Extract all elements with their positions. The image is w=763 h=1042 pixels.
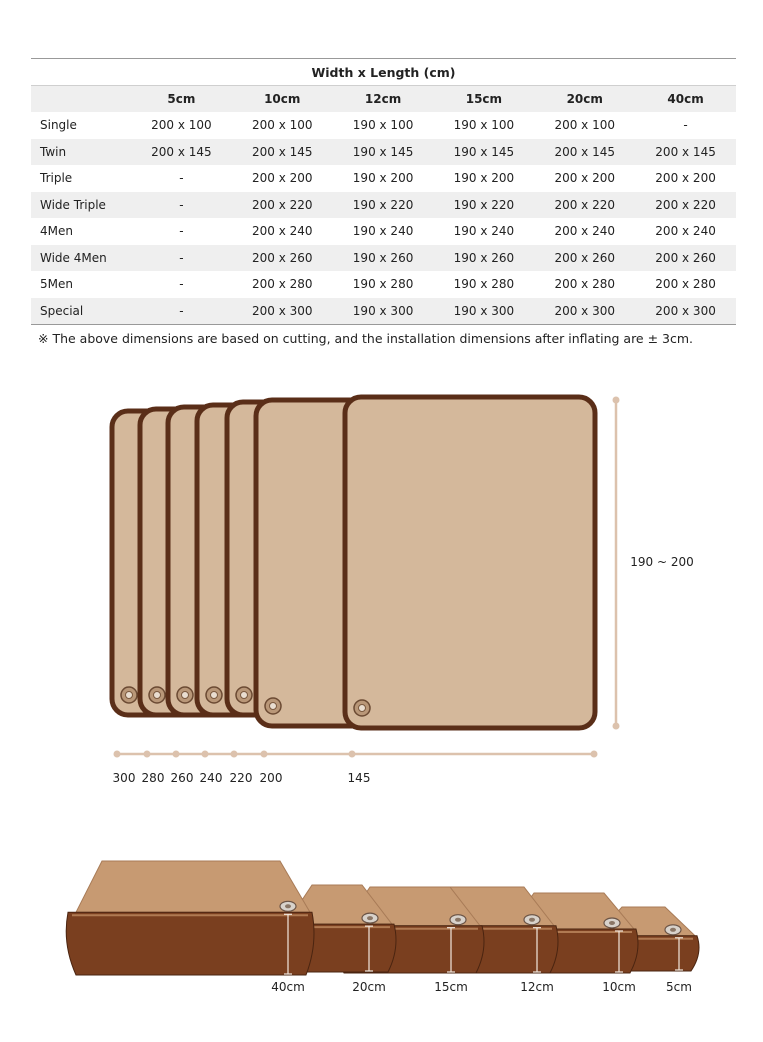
table-cell: 200 x 200	[534, 165, 635, 192]
table-cell: 200 x 260	[635, 245, 736, 272]
table-cell: 190 x 260	[333, 245, 434, 272]
table-cell: 190 x 260	[433, 245, 534, 272]
table-row	[31, 139, 736, 166]
thickness-label: 20cm	[352, 980, 386, 994]
table-cell: 200 x 145	[534, 139, 635, 166]
size-table	[31, 58, 736, 325]
width-label: 300	[112, 771, 136, 785]
table-row	[31, 165, 736, 192]
row-label: Special	[31, 298, 131, 325]
table-cell: -	[131, 218, 232, 245]
table-caption: Width x Length (cm)	[31, 59, 736, 86]
table-cell: 190 x 240	[433, 218, 534, 245]
mat-stack	[112, 397, 595, 728]
thickness-label: 5cm	[666, 980, 692, 994]
table-cell: 200 x 240	[534, 218, 635, 245]
column-header: 10cm	[232, 86, 333, 113]
table-cell: 190 x 220	[433, 192, 534, 219]
table-cell: 190 x 200	[433, 165, 534, 192]
width-tick	[231, 751, 238, 758]
column-header: 15cm	[433, 86, 534, 113]
width-tick	[202, 751, 209, 758]
valve-center	[154, 692, 161, 699]
table-cell: 200 x 220	[635, 192, 736, 219]
length-label: 190 ~ 200	[630, 555, 694, 569]
slab-top-face	[76, 861, 310, 912]
width-tick	[349, 751, 356, 758]
table-row	[31, 245, 736, 272]
table-cell: 200 x 300	[534, 298, 635, 325]
row-label: 5Men	[31, 271, 131, 298]
table-cell: -	[635, 112, 736, 139]
valve-center	[285, 904, 291, 908]
valve-center	[270, 703, 277, 710]
slab-body	[66, 912, 314, 975]
length-dimension-end	[613, 723, 620, 730]
table-cell: 200 x 200	[232, 165, 333, 192]
width-ticks	[113, 751, 598, 786]
table-cell: 200 x 260	[232, 245, 333, 272]
table-cell: -	[131, 271, 232, 298]
mat-slab-stack	[66, 861, 699, 994]
width-tick	[261, 751, 268, 758]
table-cell: 190 x 145	[333, 139, 434, 166]
column-header: 40cm	[635, 86, 736, 113]
width-tick	[114, 751, 121, 758]
table-cell: 200 x 145	[635, 139, 736, 166]
table-cell: 190 x 145	[433, 139, 534, 166]
table-cell: 200 x 145	[131, 139, 232, 166]
table-cell: 200 x 280	[635, 271, 736, 298]
mat-thickness-side-view-diagram	[0, 845, 763, 1015]
table-cell: 200 x 200	[635, 165, 736, 192]
mat-outline	[345, 397, 595, 728]
table-cell: 190 x 240	[333, 218, 434, 245]
width-label: 280	[141, 771, 165, 785]
table-row	[31, 218, 736, 245]
table-row	[31, 271, 736, 298]
table-cell: 190 x 220	[333, 192, 434, 219]
table-cell: 200 x 145	[232, 139, 333, 166]
valve-center	[126, 692, 133, 699]
table-cell: 190 x 280	[433, 271, 534, 298]
table-cell: 200 x 100	[131, 112, 232, 139]
table-cell: 200 x 220	[534, 192, 635, 219]
valve-center	[367, 916, 373, 920]
table-row	[31, 192, 736, 219]
table-row	[31, 298, 736, 325]
table-cell: 200 x 220	[232, 192, 333, 219]
valve-center	[670, 928, 676, 932]
table-cell: -	[131, 298, 232, 325]
column-header	[31, 86, 131, 113]
table-cell: -	[131, 245, 232, 272]
table-cell: 200 x 300	[232, 298, 333, 325]
width-tick	[591, 751, 598, 758]
mat-size-top-view-diagram	[0, 380, 763, 800]
table-cell: 200 x 240	[635, 218, 736, 245]
table-cell: -	[131, 165, 232, 192]
valve-center	[182, 692, 189, 699]
table-cell: 190 x 300	[333, 298, 434, 325]
table-cell: 200 x 260	[534, 245, 635, 272]
row-label: Triple	[31, 165, 131, 192]
table-header-row	[31, 86, 736, 113]
table-cell: 200 x 280	[232, 271, 333, 298]
thickness-label: 12cm	[520, 980, 554, 994]
table-cell: 200 x 300	[635, 298, 736, 325]
width-label: 260	[170, 771, 194, 785]
width-label: 220	[229, 771, 253, 785]
valve-center	[609, 921, 615, 925]
dimension-note: ※ The above dimensions are based on cutting, and the installation dimensions after inflating are ± 3cm.	[38, 331, 694, 346]
table-cell: 190 x 280	[333, 271, 434, 298]
table-cell: 190 x 100	[433, 112, 534, 139]
table-cell: 200 x 100	[232, 112, 333, 139]
valve-center	[455, 918, 461, 922]
row-label: Twin	[31, 139, 131, 166]
table-row	[31, 112, 736, 139]
valve-center	[529, 918, 535, 922]
row-label: 4Men	[31, 218, 131, 245]
width-label: 240	[199, 771, 223, 785]
table-cell: 190 x 300	[433, 298, 534, 325]
column-header: 12cm	[333, 86, 434, 113]
valve-center	[211, 692, 218, 699]
dimension-table	[31, 58, 736, 325]
table-cell: 200 x 100	[534, 112, 635, 139]
thickness-label: 10cm	[602, 980, 636, 994]
width-label: 200	[259, 771, 283, 785]
mat-slab	[66, 861, 314, 975]
thickness-label: 40cm	[271, 980, 305, 994]
valve-center	[359, 705, 366, 712]
width-label: 145	[347, 771, 371, 785]
valve-center	[241, 692, 248, 699]
column-header: 5cm	[131, 86, 232, 113]
width-tick	[144, 751, 151, 758]
table-cell: 200 x 280	[534, 271, 635, 298]
row-label: Wide 4Men	[31, 245, 131, 272]
table-cell: -	[131, 192, 232, 219]
mat	[345, 397, 595, 728]
column-header: 20cm	[534, 86, 635, 113]
row-label: Single	[31, 112, 131, 139]
table-cell: 190 x 200	[333, 165, 434, 192]
row-label: Wide Triple	[31, 192, 131, 219]
table-cell: 190 x 100	[333, 112, 434, 139]
length-dimension-end	[613, 397, 620, 404]
table-caption-row	[31, 59, 736, 86]
table-cell: 200 x 240	[232, 218, 333, 245]
thickness-label: 15cm	[434, 980, 468, 994]
width-tick	[173, 751, 180, 758]
